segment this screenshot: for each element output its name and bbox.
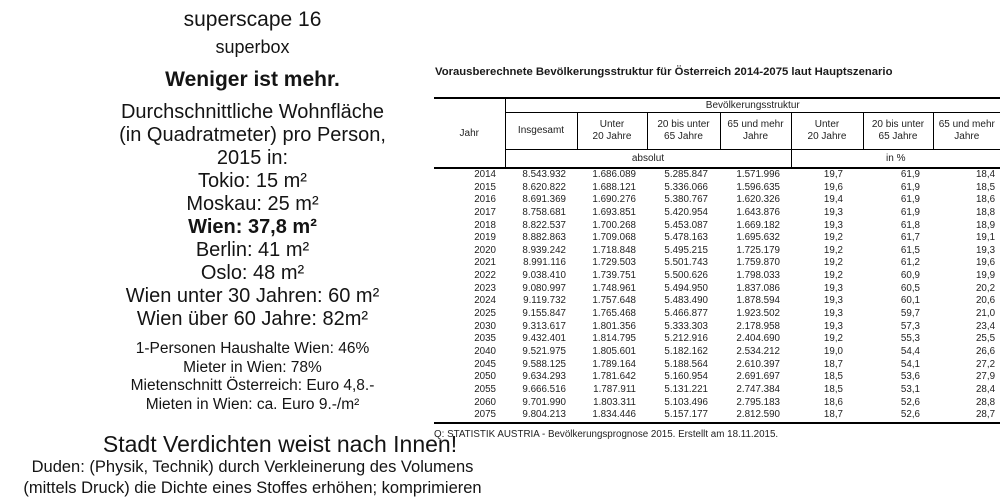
year-cell: 2015 [474, 181, 496, 193]
value-cell: 54,1 [900, 358, 920, 370]
value-cell: 1.748.961 [592, 282, 636, 294]
value-cell: 1.834.446 [592, 409, 636, 421]
value-cell: 19,7 [823, 169, 843, 180]
value-cell: 1.688.121 [592, 181, 636, 193]
year-cell: 2050 [474, 371, 496, 383]
value-cell: 1.814.795 [592, 333, 636, 345]
value-cell: 8.939.242 [522, 244, 566, 256]
year-cell: 2022 [474, 270, 496, 282]
value-cell: 61,9 [900, 169, 920, 180]
value-cell: 60,9 [900, 270, 920, 282]
value-cell: 19,1 [975, 232, 996, 244]
year-cell: 2030 [474, 320, 496, 332]
header-in-percent: in % [791, 150, 1000, 169]
table-row [434, 283, 1000, 296]
value-cell: 28,4 [975, 383, 996, 395]
value-cell: 5.466.877 [664, 308, 708, 320]
value-cell: 9.313.617 [522, 320, 566, 332]
header-label: 65 Jahre [664, 131, 703, 142]
value-cell: 61,9 [900, 194, 920, 206]
year-cell: 2060 [474, 396, 496, 408]
value-cell: 28,7 [975, 409, 996, 421]
text-line: Wien über 60 Jahre: 82m² [136, 308, 369, 330]
value-cell: 5.495.215 [664, 244, 708, 256]
text-line: (mittels Druck) die Dichte eines Stoffes erhöhen; komprimieren [23, 478, 482, 497]
value-cell: 9.080.997 [522, 282, 566, 294]
value-cell: 1.805.601 [592, 345, 636, 357]
value-cell: 18,4 [975, 169, 996, 180]
table-row [434, 245, 1000, 258]
table-row [434, 207, 1000, 220]
header-group: Bevölkerungsstruktur [505, 98, 1000, 113]
year-cell: 2021 [474, 257, 496, 269]
value-cell: 19,3 [823, 206, 843, 218]
value-cell: 5.336.066 [664, 181, 708, 193]
text-line: Mietenschnitt Österreich: Euro 4,8.- [130, 377, 375, 394]
header-label: 20 bis unter [657, 119, 710, 130]
value-cell: 27,2 [975, 358, 996, 370]
value-cell: 19,4 [823, 194, 843, 206]
value-cell: 5.420.954 [664, 206, 708, 218]
value-cell: 1.643.876 [736, 206, 780, 218]
value-cell: 1.620.326 [736, 194, 780, 206]
value-cell: 1.789.164 [592, 358, 636, 370]
header-label: Jahre [954, 131, 980, 142]
value-cell: 9.701.990 [522, 396, 566, 408]
value-cell: 2.610.397 [736, 358, 780, 370]
value-cell: 8.620.822 [522, 181, 566, 193]
value-cell: 5.483.490 [664, 295, 708, 307]
value-cell: 61,9 [900, 206, 920, 218]
value-cell: 1.709.068 [592, 232, 636, 244]
table-row [434, 295, 1000, 308]
value-cell: 18,5 [823, 383, 843, 395]
table-body [434, 168, 1000, 423]
headline: Weniger ist mehr. [165, 68, 340, 91]
value-cell: 23,4 [975, 320, 996, 332]
value-cell: 9.588.125 [522, 358, 566, 370]
value-cell: 53,6 [900, 371, 920, 383]
value-cell: 5.333.303 [664, 320, 708, 332]
value-cell: 19,6 [975, 257, 996, 269]
value-cell: 5.478.163 [664, 232, 708, 244]
value-cell: 8.882.863 [522, 232, 566, 244]
header-label: 20 Jahre [592, 131, 632, 142]
table-row [434, 220, 1000, 233]
value-cell: 26,6 [975, 345, 996, 357]
text-line: Duden: (Physik, Technik) durch Verkleinerung des Volumens [31, 458, 474, 476]
slogan: Stadt Verdichten weist nach Innen! [102, 431, 458, 457]
header-jahr: Jahr [434, 98, 505, 168]
value-cell: 2.812.590 [736, 409, 780, 421]
value-cell: 61,8 [900, 219, 920, 231]
value-cell: 61,2 [900, 257, 920, 269]
year-cell: 2017 [474, 206, 496, 218]
value-cell: 8.758.681 [522, 206, 566, 218]
year-cell: 2075 [474, 409, 496, 421]
header-20bis65-pct [863, 113, 933, 150]
population-table [434, 97, 1000, 424]
value-cell: 19,9 [975, 270, 996, 282]
value-cell: 1.798.033 [736, 270, 780, 282]
header-label: Unter [599, 119, 625, 130]
header-65plus-abs [720, 113, 791, 150]
header-20bis65-abs [647, 113, 720, 150]
value-cell: 9.804.213 [522, 409, 566, 421]
value-cell: 1.781.642 [592, 371, 636, 383]
value-cell: 18,5 [823, 371, 843, 383]
header-unter20-pct [791, 113, 863, 150]
value-cell: 9.666.516 [522, 383, 566, 395]
year-cell: 2025 [474, 308, 496, 320]
value-cell: 1.923.502 [736, 308, 780, 320]
value-cell: 61,5 [900, 244, 920, 256]
brand-subtitle: superbox [215, 37, 290, 57]
stats-list [0, 340, 505, 414]
value-cell: 5.501.743 [664, 257, 708, 269]
value-cell: 2.747.384 [736, 383, 780, 395]
value-cell: 19,3 [823, 308, 843, 320]
value-cell: 25,5 [975, 333, 996, 345]
value-cell: 1.739.751 [592, 270, 636, 282]
table-title: Vorausberechnete Bevölkerungsstruktur für Österreich 2014-2075 laut Hauptszenario [435, 66, 893, 78]
value-cell: 18,6 [975, 194, 996, 206]
header-label: 65 und mehr [727, 119, 784, 130]
value-cell: 5.500.626 [664, 270, 708, 282]
value-cell: 5.131.221 [664, 383, 708, 395]
value-cell: 18,5 [975, 181, 996, 193]
value-cell: 53,1 [900, 383, 920, 395]
table-row [434, 409, 1000, 423]
value-cell: 1.695.632 [736, 232, 780, 244]
header-label: 65 und mehr [938, 119, 995, 130]
table-row [434, 182, 1000, 195]
duden-definition [0, 457, 505, 498]
table-row [434, 384, 1000, 397]
value-cell: 1.571.996 [736, 169, 780, 180]
value-cell: 8.822.537 [522, 219, 566, 231]
header-label: Jahre [742, 131, 768, 142]
value-cell: 9.119.732 [523, 295, 566, 307]
value-cell: 1.729.503 [592, 257, 636, 269]
table-row [434, 168, 1000, 182]
text-line: Durchschnittliche Wohnfläche [120, 101, 385, 123]
value-cell: 1.690.276 [592, 194, 636, 206]
value-cell: 1.669.182 [736, 219, 780, 231]
value-cell: 5.453.087 [664, 219, 708, 231]
year-cell: 2045 [474, 358, 496, 370]
value-cell: 28,8 [975, 396, 996, 408]
header-unter20-abs [577, 113, 647, 150]
value-cell: 1.686.089 [592, 169, 636, 180]
value-cell: 1.693.851 [592, 206, 636, 218]
header-absolut: absolut [505, 150, 791, 169]
year-cell: 2019 [474, 232, 496, 244]
table-row [434, 371, 1000, 384]
header-65plus-pct [933, 113, 1000, 150]
value-cell: 5.285.847 [664, 169, 708, 180]
value-cell: 19,3 [823, 295, 843, 307]
text-line: Mieter in Wien: 78% [183, 358, 322, 376]
value-cell: 9.432.401 [522, 333, 566, 345]
value-cell: 52,6 [900, 396, 920, 408]
value-cell: 2.534.212 [736, 345, 780, 357]
value-cell: 19,3 [975, 244, 996, 256]
value-cell: 19,0 [823, 345, 843, 357]
header-label: Insgesamt [517, 125, 565, 136]
value-cell: 61,7 [900, 232, 920, 244]
value-cell: 19,2 [823, 244, 843, 256]
value-cell: 19,2 [823, 333, 843, 345]
value-cell: 5.380.767 [664, 194, 708, 206]
year-cell: 2020 [474, 244, 496, 256]
text-line: Moskau: 25 m² [186, 193, 319, 215]
header-insgesamt [505, 113, 577, 150]
year-cell: 2023 [474, 282, 496, 294]
year-cell: 2040 [474, 345, 496, 357]
value-cell: 1.757.648 [592, 295, 636, 307]
value-cell: 2.691.697 [736, 371, 780, 383]
table-row [434, 333, 1000, 346]
table-row [434, 321, 1000, 334]
value-cell: 2.178.958 [736, 320, 780, 332]
value-cell: 5.188.564 [664, 358, 708, 370]
value-cell: 8.691.369 [522, 194, 566, 206]
text-line: 1-Personen Haushalte Wien: 46% [135, 340, 370, 357]
value-cell: 5.160.954 [664, 371, 708, 383]
value-cell: 55,3 [900, 333, 920, 345]
value-cell: 61,9 [900, 181, 920, 193]
value-cell: 1.765.468 [592, 308, 636, 320]
table-row [434, 346, 1000, 359]
value-cell: 1.837.086 [736, 282, 780, 294]
value-cell: 19,2 [823, 232, 843, 244]
value-cell: 18,9 [975, 219, 996, 231]
value-cell: 1.725.179 [736, 244, 780, 256]
value-cell: 9.521.975 [522, 345, 566, 357]
text-line: Oslo: 48 m² [200, 262, 305, 284]
value-cell: 19,2 [823, 257, 843, 269]
value-cell: 9.038.410 [522, 270, 566, 282]
value-cell: 5.182.162 [664, 345, 708, 357]
value-cell: 5.212.916 [664, 333, 708, 345]
table-row [434, 257, 1000, 270]
wohnflaeche-list [0, 101, 505, 331]
value-cell: 19,3 [823, 320, 843, 332]
header-label: 20 Jahre [807, 131, 847, 142]
table-row [434, 396, 1000, 409]
year-cell: 2024 [474, 295, 496, 307]
value-cell: 19,6 [823, 181, 843, 193]
value-cell: 1.700.268 [592, 219, 636, 231]
text-line: 2015 in: [216, 147, 289, 169]
value-cell: 1.596.635 [736, 181, 780, 193]
brand-title: superscape 16 [183, 8, 322, 31]
header-label: 65 Jahre [878, 131, 918, 142]
value-cell: 2.795.183 [736, 396, 780, 408]
value-cell: 18,7 [823, 358, 843, 370]
header-label: Unter [814, 119, 840, 130]
value-cell: 52,6 [900, 409, 920, 421]
table-row [434, 270, 1000, 283]
value-cell: 57,3 [900, 320, 920, 332]
year-cell: 2055 [474, 383, 496, 395]
text-line: Wien unter 30 Jahren: 60 m² [125, 285, 380, 307]
year-cell: 2018 [474, 219, 496, 231]
text-line: Berlin: 41 m² [195, 239, 310, 261]
table-row [434, 359, 1000, 372]
value-cell: 19,3 [823, 219, 843, 231]
value-cell: 9.155.847 [522, 308, 566, 320]
value-cell: 5.494.950 [664, 282, 708, 294]
value-cell: 8.991.116 [523, 257, 566, 269]
year-cell: 2016 [474, 194, 496, 206]
text-line: Mieten in Wien: ca. Euro 9.-/m² [145, 395, 360, 413]
value-cell: 20,2 [975, 282, 996, 294]
value-cell: 20,6 [975, 295, 996, 307]
source-note: Q: STATISTIK AUSTRIA - Bevölkerungsprognose 2015. Erstellt am 18.11.2015. [434, 429, 779, 440]
year-cell: 2014 [474, 169, 496, 180]
value-cell: 19,2 [823, 270, 843, 282]
value-cell: 59,7 [900, 308, 920, 320]
value-cell: 1.803.311 [593, 396, 636, 408]
value-cell: 1.878.594 [736, 295, 780, 307]
value-cell: 1.759.870 [736, 257, 780, 269]
value-cell: 2.404.690 [736, 333, 780, 345]
value-cell: 1.787.911 [593, 383, 636, 395]
header-label: 20 bis unter [871, 119, 925, 130]
value-cell: 18,7 [823, 409, 843, 421]
table-row [434, 194, 1000, 207]
value-cell: 1.718.848 [592, 244, 636, 256]
value-cell: 54,4 [900, 345, 920, 357]
value-cell: 60,1 [900, 295, 920, 307]
text-line: Wien: 37,8 m² [188, 216, 317, 238]
year-cell: 2035 [474, 333, 496, 345]
table-row [434, 308, 1000, 321]
value-cell: 60,5 [900, 282, 920, 294]
value-cell: 27,9 [975, 371, 996, 383]
table-row [434, 232, 1000, 245]
value-cell: 5.157.177 [664, 409, 708, 421]
text-line: Tokio: 15 m² [198, 170, 307, 192]
value-cell: 18,8 [975, 206, 996, 218]
value-cell: 9.634.293 [522, 371, 566, 383]
value-cell: 18,6 [823, 396, 843, 408]
value-cell: 19,3 [823, 282, 843, 294]
value-cell: 21,0 [975, 308, 996, 320]
text-line: (in Quadratmeter) pro Person, [119, 124, 386, 146]
value-cell: 8.543.932 [522, 169, 566, 180]
value-cell: 1.801.356 [592, 320, 636, 332]
value-cell: 5.103.496 [664, 396, 708, 408]
